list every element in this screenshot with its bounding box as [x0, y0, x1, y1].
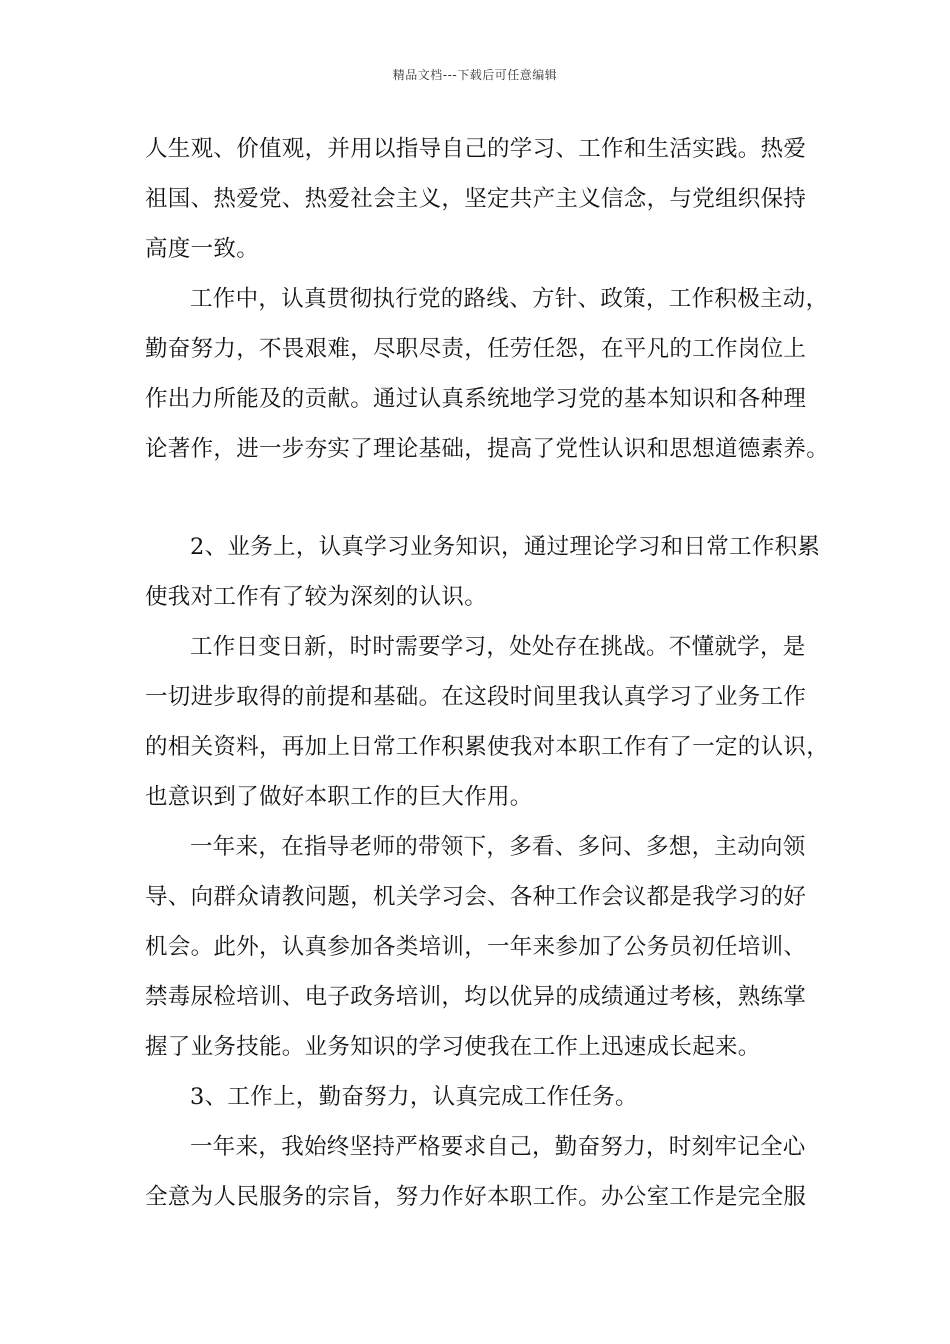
text-line: 一年来，在指导老师的带领下，多看、多问、多想，主动向领: [190, 834, 806, 860]
text-line: 工作日变日新，时时需要学习，处处存在挑战。不懂就学，是: [190, 634, 806, 660]
text-line: 握了业务技能。业务知识的学习使我在工作上迅速成长起来。: [145, 1034, 761, 1060]
text-line: 祖国、热爱党、热爱社会主义，坚定共产主义信念，与党组织保持: [145, 186, 807, 212]
text-line: 高度一致。: [145, 236, 260, 262]
text-line: 3、工作上，勤奋努力，认真完成工作任务。: [190, 1084, 638, 1110]
text-line: 人生观、价值观，并用以指导自己的学习、工作和生活实践。热爱: [145, 136, 807, 162]
page-header: 精品文档---下载后可任意编辑: [392, 68, 558, 82]
text-line: 作出力所能及的贡献。通过认真系统地学习党的基本知识和各种理: [145, 386, 807, 412]
text-line: 的相关资料，再加上日常工作积累使我对本职工作有了一定的认识，: [145, 734, 830, 760]
text-line: 机会。此外，认真参加各类培训，一年来参加了公务员初任培训、: [145, 934, 807, 960]
text-line: 2、业务上，认真学习业务知识，通过理论学习和日常工作积累: [190, 534, 821, 560]
text-line: 使我对工作有了较为深刻的认识。: [145, 584, 488, 610]
text-line: 论著作，进一步夯实了理论基础，提高了党性认识和思想道德素养。: [145, 436, 830, 462]
text-line: 工作中，认真贯彻执行党的路线、方针、政策，工作积极主动，: [190, 286, 829, 312]
text-line: 禁毒尿检培训、电子政务培训，均以优异的成绩通过考核，熟练掌: [145, 984, 807, 1010]
text-line: 勤奋努力，不畏艰难，尽职尽责，任劳任怨，在平凡的工作岗位上: [145, 336, 807, 362]
text-line: 一切进步取得的前提和基础。在这段时间里我认真学习了业务工作: [145, 684, 807, 710]
text-line: 也意识到了做好本职工作的巨大作用。: [145, 784, 533, 810]
text-line: 全意为人民服务的宗旨，努力作好本职工作。办公室工作是完全服: [145, 1184, 807, 1210]
text-line: 一年来，我始终坚持严格要求自己，勤奋努力，时刻牢记全心: [190, 1134, 806, 1160]
text-line: 导、向群众请教问题，机关学习会、各种工作会议都是我学习的好: [145, 884, 807, 910]
